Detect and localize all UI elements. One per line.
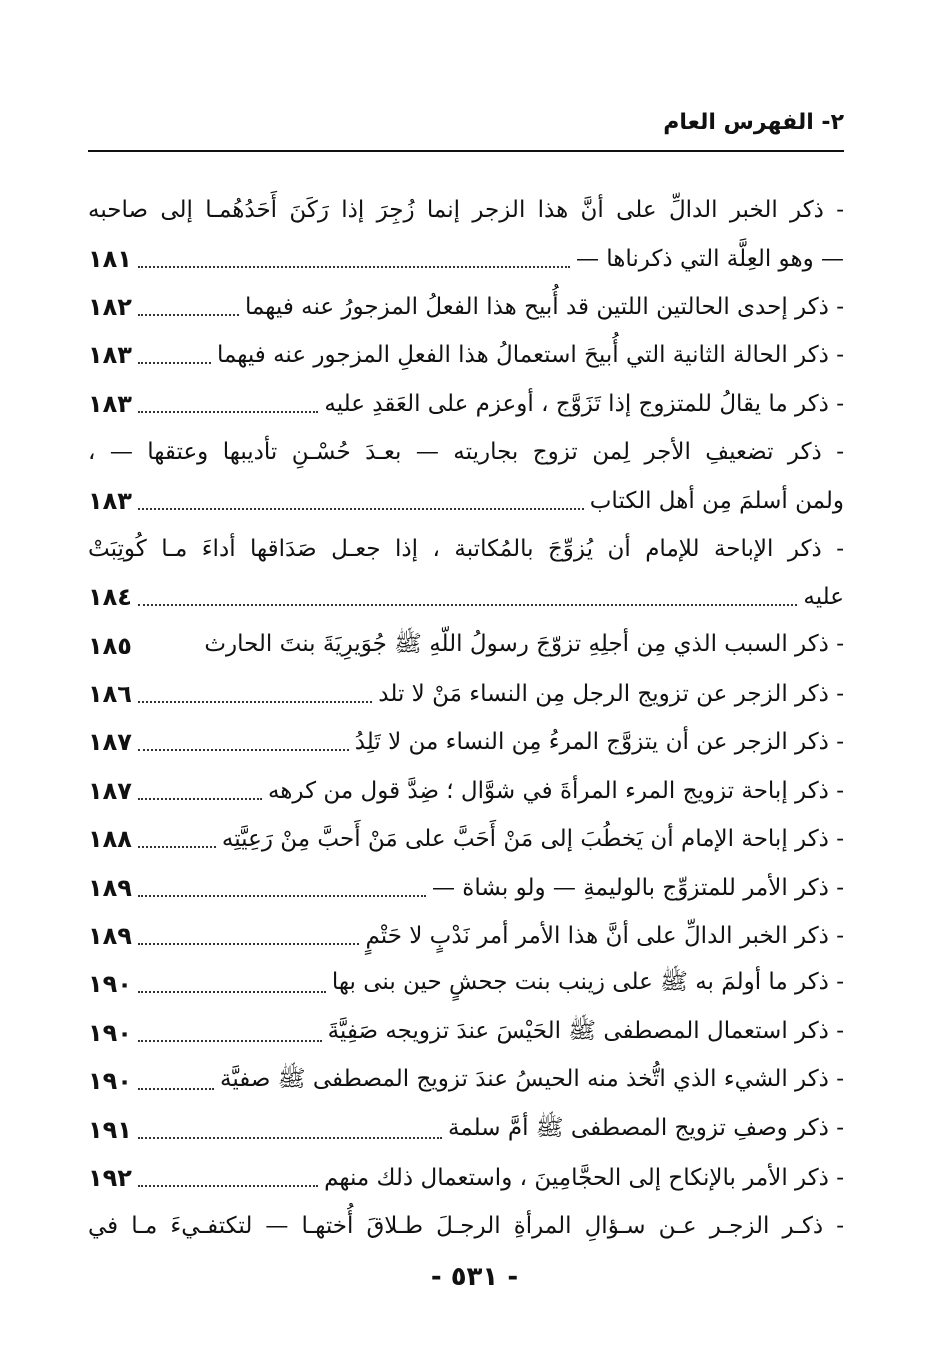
index-entry bbox=[88, 1057, 844, 1105]
entry-text: - ذكر الإباحة للإمام أن يُزوِّجَ بالمُكاتبة ، إذا جعـل صَدَاقها أداءَ مـا كُوتِبَتْ bbox=[88, 535, 844, 562]
entry-text: - ذكر إباحة الإمام أن يَخطُبَ إلى مَنْ أَحَبَّ على مَنْ أَحبَّ مِنْ رَعِيَّتِه bbox=[221, 826, 844, 853]
entry-page-number: ١٩٠ bbox=[88, 1018, 132, 1047]
dot-leader bbox=[138, 604, 797, 606]
page-number: - ٥٣١ - bbox=[430, 1262, 519, 1292]
dot-leader bbox=[138, 798, 262, 800]
dot-leader bbox=[138, 991, 326, 993]
index-entry bbox=[88, 428, 844, 476]
entry-text: - ذكر تضعيفِ الأجر لِمن تزوج بجاريته — بعـدَ حُسْـنِ تأديبها وعتقها — ، bbox=[88, 439, 844, 466]
dot-leader bbox=[138, 314, 239, 316]
entry-page-number: ١٨٣ bbox=[88, 486, 132, 515]
dot-leader bbox=[138, 895, 426, 897]
dot-leader bbox=[138, 1040, 322, 1042]
index-entry bbox=[88, 1202, 844, 1250]
entry-page-number: ١٨٩ bbox=[88, 922, 132, 951]
page-title: ٢- الفهرس العام bbox=[663, 110, 844, 135]
entry-text: - ذكر الخبر الدالِّ على أنَّ هذا الأمر أمر نَدْبٍ لا حَتْمٍ bbox=[365, 923, 844, 950]
entry-text: - ذكر الزجر عن تزويج الرجل مِن النساء مَنْ لا تلد bbox=[378, 681, 844, 708]
entry-page-number: ١٨٩ bbox=[88, 873, 132, 902]
entry-page-number: ١٨٦ bbox=[88, 680, 132, 709]
entry-page-number: ١٩١ bbox=[88, 1115, 132, 1144]
index-entry bbox=[88, 863, 844, 911]
dot-leader bbox=[138, 508, 584, 510]
index-entry bbox=[88, 186, 844, 234]
entry-page-number: ١٩٠ bbox=[88, 1067, 132, 1096]
dot-leader bbox=[138, 701, 372, 703]
dot-leader bbox=[138, 1185, 318, 1187]
entry-text: — وهو العِلَّة التي ذكرناها — bbox=[575, 245, 844, 272]
entry-text: - ذكر السبب الذي مِن أجلِهِ تزوّجَ رسولُ اللّهِ ﷺ جُوَيرِيَةَ بنتَ الحارث bbox=[204, 630, 844, 657]
index-entry bbox=[88, 1009, 844, 1057]
entry-text: - ذكر الخبر الدالِّ على أنَّ هذا الزجر إنما زُجِرَ إذا رَكَنَ أَحَدُهُمـا إلى صاحبه bbox=[88, 197, 844, 224]
entry-text: - ذكر الحالة الثانية التي أُبيحَ استعمالُ هذا الفعلِ المزجور عنه فيهما bbox=[216, 342, 844, 369]
index-entry bbox=[88, 1154, 844, 1202]
index-entry bbox=[88, 476, 844, 524]
dot-leader bbox=[138, 362, 211, 364]
index-entry bbox=[88, 283, 844, 331]
index-entries bbox=[88, 186, 844, 1251]
entry-page-number: ١٨٥ bbox=[88, 631, 132, 660]
index-entry bbox=[88, 912, 844, 960]
index-entry bbox=[88, 718, 844, 766]
entry-page-number: ١٩٢ bbox=[88, 1164, 132, 1192]
dot-leader bbox=[138, 943, 360, 945]
index-entry bbox=[88, 767, 844, 815]
dot-leader bbox=[138, 1088, 214, 1090]
index-entry bbox=[88, 234, 844, 282]
index-entry bbox=[88, 331, 844, 379]
index-entry bbox=[88, 815, 844, 863]
entry-page-number: ١٨٧ bbox=[88, 776, 132, 805]
dot-leader bbox=[138, 411, 318, 413]
dot-leader bbox=[138, 266, 570, 268]
index-entry bbox=[88, 573, 844, 621]
entry-text: - ذكر الزجر عن أن يتزوَّج المرءُ مِن النساء من لا تَلِدُ bbox=[354, 729, 844, 756]
entry-page-number: ١٨٨ bbox=[88, 825, 132, 854]
index-entry bbox=[88, 960, 844, 1008]
entry-text: - ذكر الأمر للمتزوِّج بالوليمةِ — ولو بشاة — bbox=[431, 874, 844, 901]
entry-text: - ذكر وصفِ تزويج المصطفى ﷺ أمَّ سلمة bbox=[448, 1114, 844, 1141]
index-entry bbox=[88, 380, 844, 428]
dot-leader bbox=[138, 749, 349, 751]
index-entry bbox=[88, 525, 844, 573]
entry-text: - ذكر إحدى الحالتين اللتين قد أُبيح هذا الفعلُ المزجورُ عنه فيهما bbox=[244, 293, 844, 320]
entry-text: ولمن أسلمَ مِن أهل الكتاب bbox=[589, 487, 844, 514]
entry-text: - ذكر استعمال المصطفى ﷺ الحَيْسَ عندَ تزويجه صَفِيَّةَ bbox=[327, 1017, 844, 1044]
entry-text: - ذكر ما يقالُ للمتزوج إذا تَزَوَّج ، أوعزم على العَقدِ عليه bbox=[324, 390, 844, 417]
index-entry bbox=[88, 622, 844, 670]
index-entry bbox=[88, 1105, 844, 1153]
entry-page-number: ١٩٠ bbox=[88, 970, 132, 999]
entry-page-number: ١٨٤ bbox=[88, 583, 132, 612]
dot-leader bbox=[138, 1137, 442, 1139]
entry-page-number: ١٨٣ bbox=[88, 389, 132, 418]
page-header bbox=[88, 110, 844, 152]
entry-text: - ذكر ما أولمَ به ﷺ على زينب بنت جحشٍ حين بنى بها bbox=[331, 969, 844, 996]
entry-page-number: ١٨٢ bbox=[88, 292, 132, 321]
entry-page-number: ١٨١ bbox=[88, 244, 132, 273]
entry-page-number: ١٨٧ bbox=[88, 728, 132, 757]
entry-text: - ذكر الأمر بالإنكاح إلى الحجَّامِينَ ، واستعمال ذلك منهم bbox=[324, 1165, 844, 1191]
entry-text: - ذكـر الزجـر عـن سـؤالِ المرأةِ الرجـلَ طـلاقَ أُختهـا — لتكتفـيءَ مـا في bbox=[88, 1213, 844, 1240]
index-entry bbox=[88, 670, 844, 718]
entry-page-number: ١٨٣ bbox=[88, 341, 132, 370]
entry-text: - ذكر الشيء الذي اتُّخذ منه الحيسُ عندَ تزويج المصطفى ﷺ صفيَّة bbox=[220, 1066, 844, 1093]
entry-text: عليه bbox=[803, 584, 844, 611]
dot-leader bbox=[138, 846, 216, 848]
entry-text: - ذكر إباحة تزويج المرء المرأةَ في شوَّال ؛ ضِدَّ قول من كرهه bbox=[267, 777, 844, 804]
